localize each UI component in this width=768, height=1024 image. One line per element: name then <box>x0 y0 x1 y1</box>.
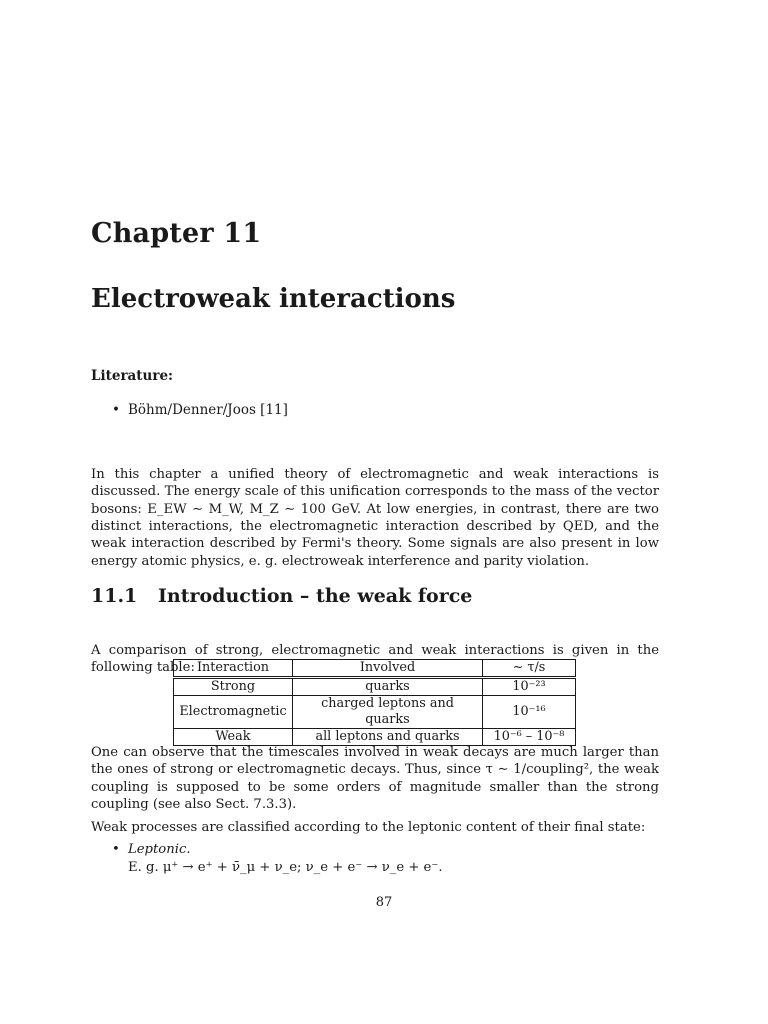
literature-heading: Literature: <box>91 368 174 384</box>
bullet-icon: • <box>112 842 120 857</box>
table-cell-involved: quarks <box>293 678 483 696</box>
section-number: 11.1 <box>91 585 138 607</box>
table-cell-interaction: Weak <box>174 729 293 746</box>
comparison-paragraph: A comparison of strong, electromagnetic and weak interactions is given in the following table: <box>91 643 659 676</box>
intro-paragraph: In this chapter a unified theory of electromagnetic and weak interactions is discussed. The energy scale of this unification corresponds to the mass of the vector bosons: E_EW ∼ M_W, M_Z ∼ 100 GeV. At low energies, in contrast, there are two distinct interactions, the electromagnetic interaction described by QED, and the weak interaction described by Fermi's theory. Some signals are also present in low energy atomic physics, e. g. electroweak interference and parity violation. <box>91 467 659 569</box>
leptonic-item <box>112 841 443 877</box>
section-heading <box>91 585 472 607</box>
table-header-tau: ∼ τ/s <box>483 660 576 678</box>
table-row <box>174 729 576 746</box>
chapter-label: Chapter 11 <box>91 218 262 249</box>
table-cell-involved: charged leptons and quarks <box>293 696 483 729</box>
literature-list <box>112 402 288 418</box>
table-header-interaction: Interaction <box>174 660 293 678</box>
table-cell-interaction: Electromagnetic <box>174 696 293 729</box>
table-cell-tau: 10⁻¹⁶ <box>483 696 576 729</box>
table-header-row <box>174 660 576 678</box>
table-header-involved: Involved <box>293 660 483 678</box>
table-row <box>174 696 576 729</box>
leptonic-heading: Leptonic. <box>128 842 191 857</box>
section-title: Introduction – the weak force <box>158 585 473 607</box>
table-cell-tau: 10⁻²³ <box>483 678 576 696</box>
page-number: 87 <box>375 895 393 910</box>
observation-paragraph: One can observe that the timescales involved in weak decays are much larger than the ones of strong or electromagnetic decays. Thus, since τ ∼ 1/coupling², the weak coupling is supposed to be some orders of magnitude smaller than the strong coupling (see also Sect. 7.3.3). <box>91 745 659 813</box>
chapter-title: Electroweak interactions <box>91 284 456 314</box>
literature-item: • Böhm/Denner/Joos [11] <box>112 402 288 418</box>
table-cell-involved: all leptons and quarks <box>293 729 483 746</box>
table-cell-interaction: Strong <box>174 678 293 696</box>
leptonic-example: E. g. μ⁺ → e⁺ + ν̄_μ + ν_e; ν_e + e⁻ → ν_e + e⁻. <box>128 860 443 875</box>
classification-paragraph: Weak processes are classified according to the leptonic content of their final state: <box>91 820 646 836</box>
table-cell-tau: 10⁻⁶ – 10⁻⁸ <box>483 729 576 746</box>
interaction-table <box>173 659 576 746</box>
table-row <box>174 678 576 696</box>
